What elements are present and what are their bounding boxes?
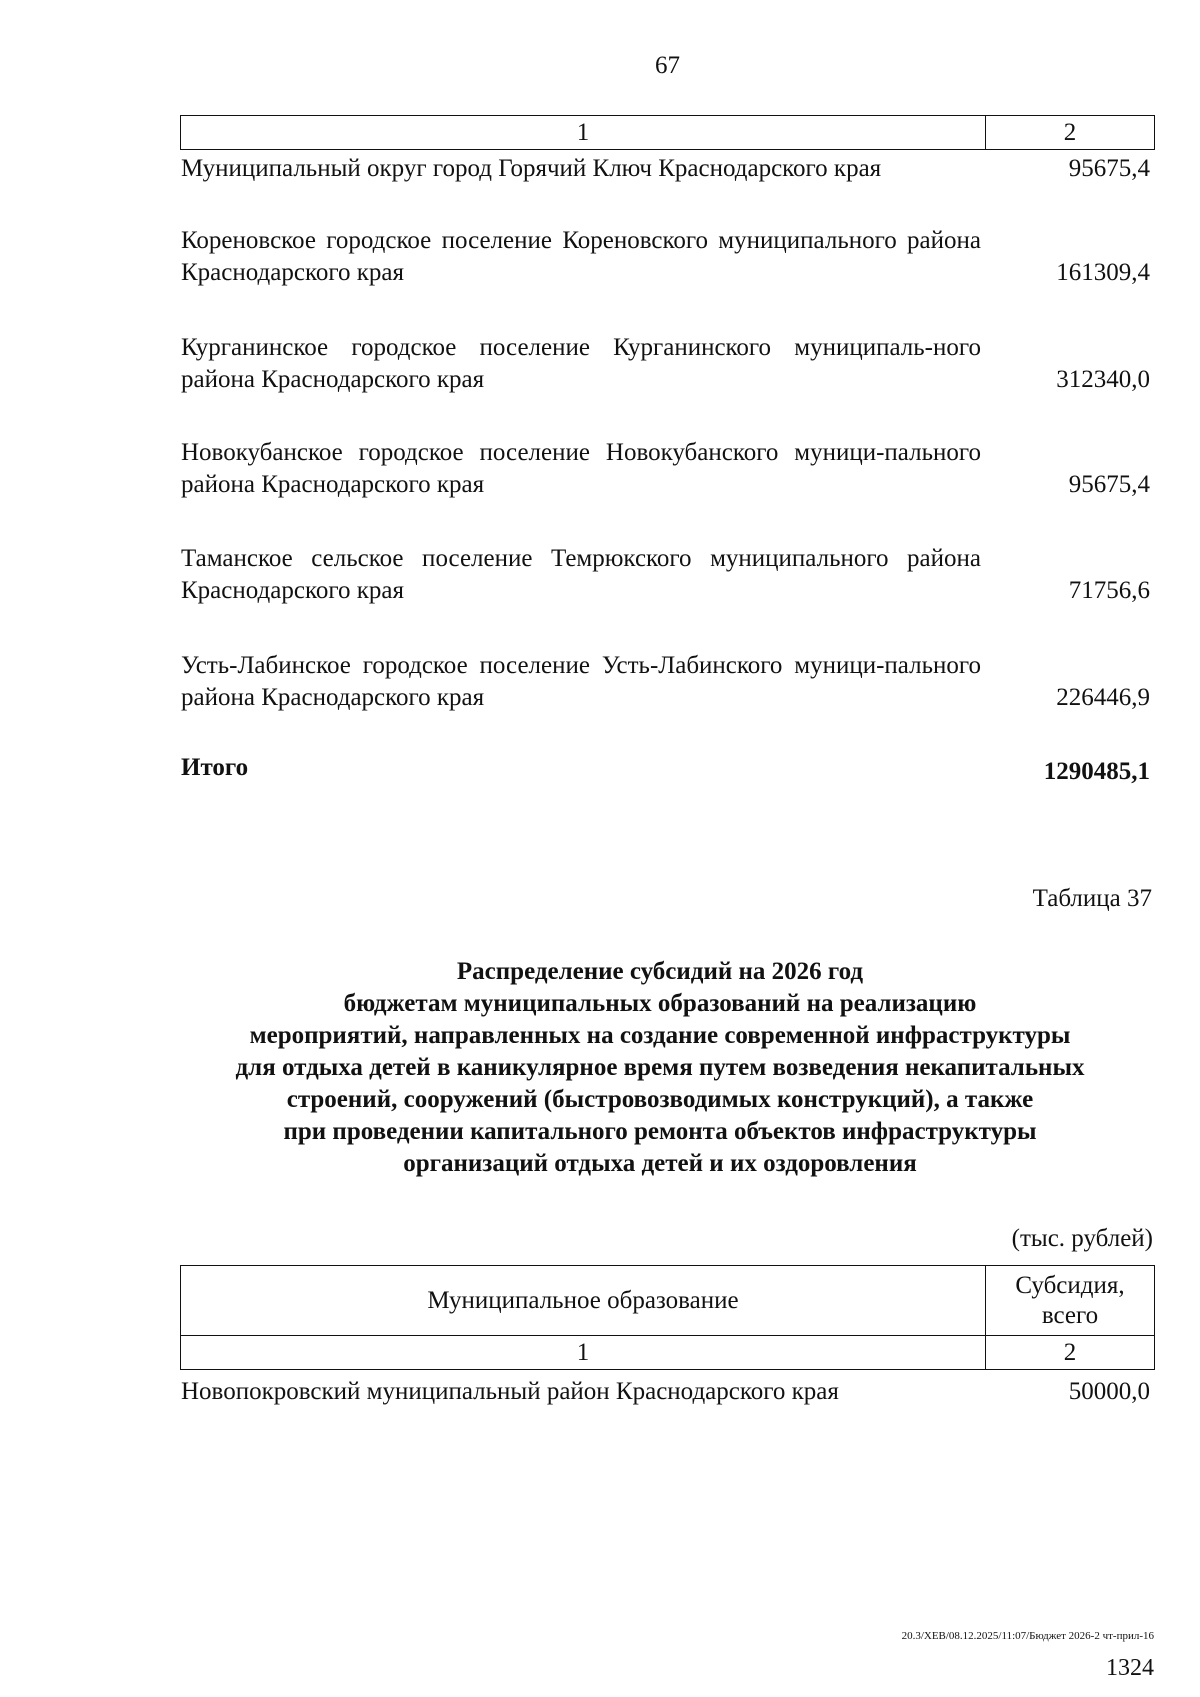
column-header-subsidy-line2: всего (1041, 1301, 1099, 1329)
column-header-municipality: Муниципальное образование (181, 1266, 986, 1336)
table-number-label: Таблица 37 (1032, 885, 1152, 912)
table1-col2-number: 2 (986, 116, 1155, 150)
table1-row-name: Усть-Лабинское городское поселение Усть-Лабинского муници-пального района Краснодарского края (181, 652, 981, 711)
table1-row-name: Кореновское городское поселение Кореновского муниципального района Краснодарского края (181, 227, 981, 286)
table1-total-label: Итого (181, 754, 249, 781)
table1-row-value: 312340,0 (1056, 366, 1150, 393)
table1-row-name: Курганинское городское поселение Курганинского муниципаль-ного района Краснодарского края (181, 334, 981, 393)
table1-row-value: 226446,9 (1056, 684, 1150, 711)
table1-header (180, 115, 1155, 150)
units-label: (тыс. рублей) (1011, 1225, 1153, 1252)
column-header-subsidy-line1: Субсидия, (1015, 1271, 1125, 1299)
table1-total-value: 1290485,1 (1043, 758, 1150, 785)
column-header-subsidy (986, 1266, 1155, 1336)
table2-header (180, 1265, 1155, 1370)
table1-row-name: Таманское сельское поселение Темрюкского муниципального района Краснодарского края (181, 545, 981, 604)
document-code: 20.3/ХЕВ/08.12.2025/11:07/Бюджет 2026-2 чт-прил-16 (901, 1630, 1154, 1642)
page-number: 67 (655, 52, 680, 79)
table2-col2-number: 2 (986, 1336, 1155, 1370)
table1-row-value: 95675,4 (1068, 471, 1150, 498)
table-title-line: мероприятий, направленных на создание современной инфраструктуры (249, 1022, 1071, 1049)
table2-row-name: Новопокровский муниципальный район Краснодарского края (181, 1378, 839, 1405)
table2-row-value: 50000,0 (1068, 1378, 1150, 1405)
table-title-line: организаций отдыха детей и их оздоровления (403, 1150, 917, 1177)
table1-col1-number: 1 (181, 116, 986, 150)
table1-row-value: 161309,4 (1056, 259, 1150, 286)
table-title (160, 956, 1160, 1180)
table1-row-value: 95675,4 (1068, 155, 1150, 182)
table-title-line: Распределение субсидий на 2026 год (456, 958, 864, 985)
table1-row-value: 71756,6 (1068, 577, 1150, 604)
table2-col1-number: 1 (181, 1336, 986, 1370)
table-title-line: для отдыха детей в каникулярное время путем возведения некапитальных (235, 1054, 1085, 1081)
table-title-line: при проведении капитального ремонта объектов инфраструктуры (283, 1118, 1037, 1145)
table-title-line: строений, сооружений (быстровозводимых конструкций), а также (286, 1086, 1034, 1113)
table1-row-name: Новокубанское городское поселение Новокубанского муници-пального района Краснодарского края (181, 439, 981, 498)
table-title-line: бюджетам муниципальных образований на реализацию (343, 990, 977, 1017)
table1-row-name: Муниципальный округ город Горячий Ключ Краснодарского края (181, 155, 882, 182)
sheet-number: 1324 (1106, 1655, 1154, 1681)
